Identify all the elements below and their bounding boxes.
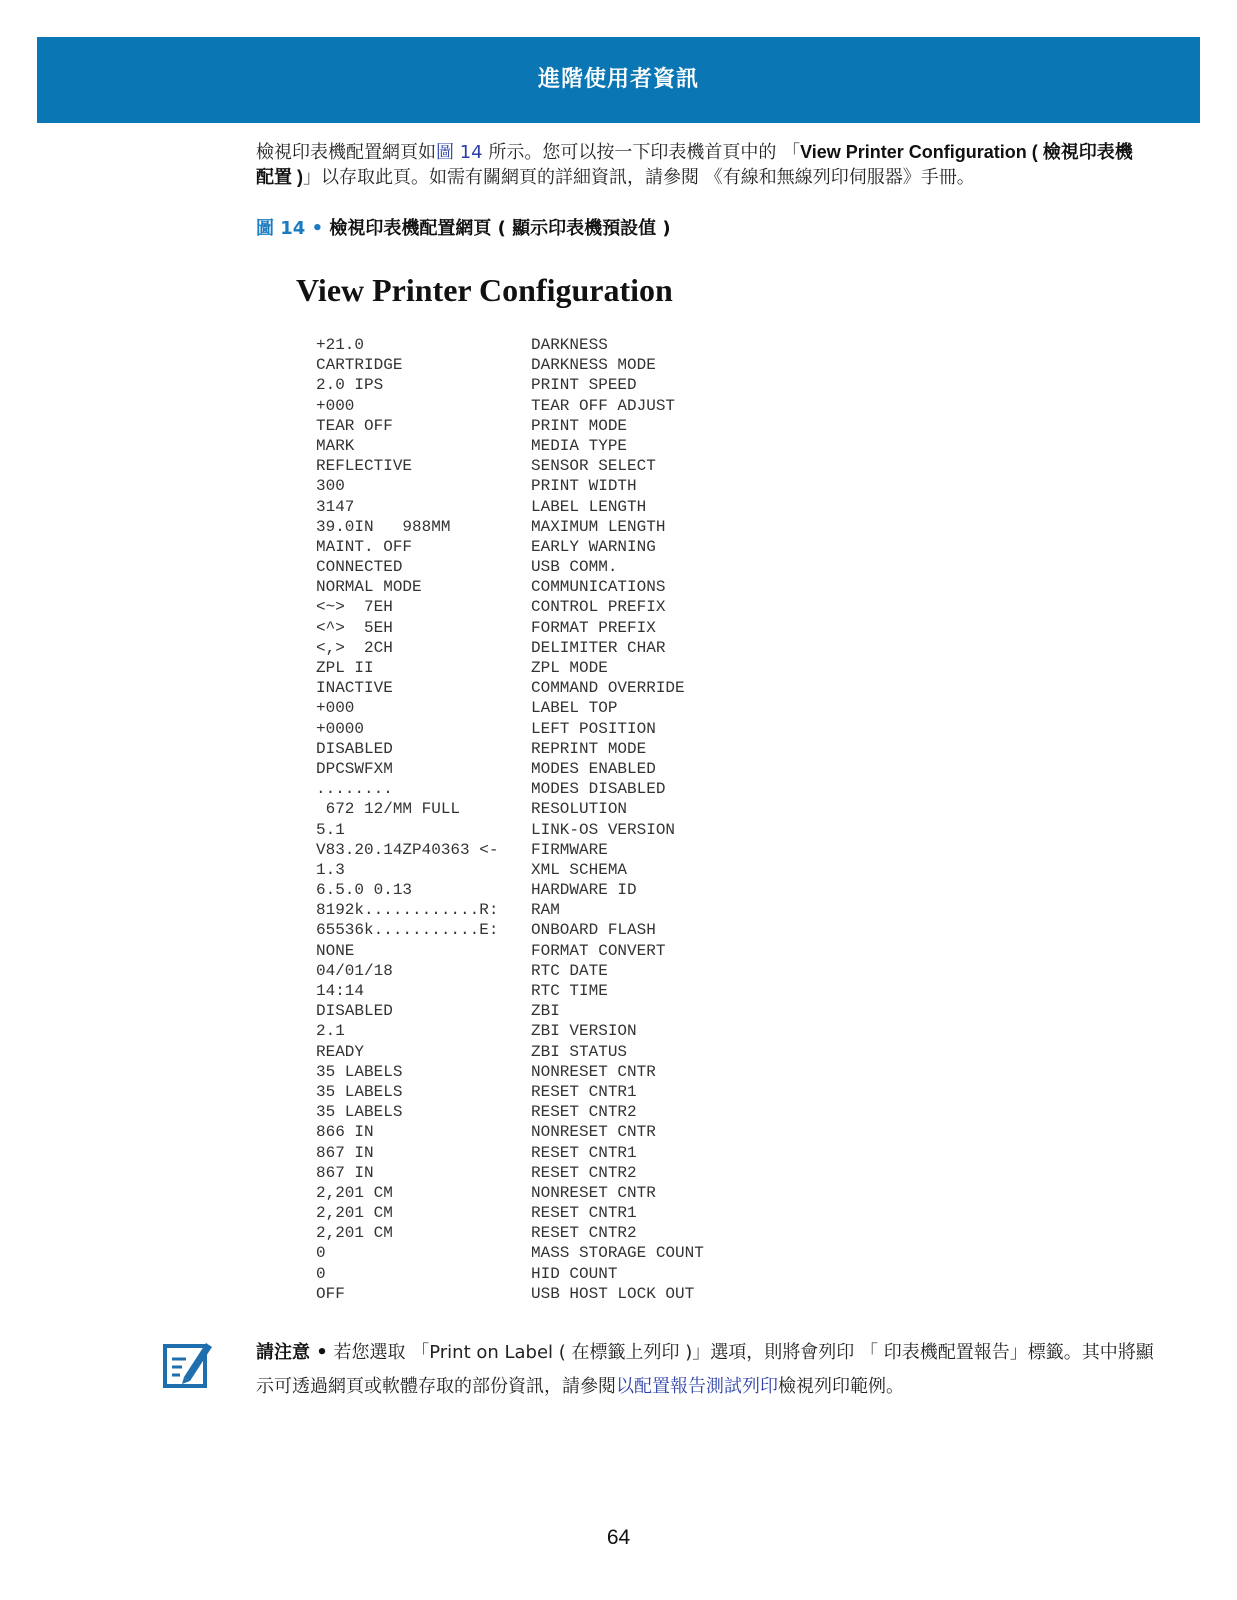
config-value: 04/01/18 <box>316 961 393 980</box>
intro-text-1: 檢視印表機配置網頁如 <box>256 142 436 163</box>
config-label: LINK-OS VERSION <box>531 820 676 839</box>
config-value: 867 IN <box>316 1163 374 1182</box>
page-number: 64 <box>606 1526 631 1549</box>
config-label: LEFT POSITION <box>531 719 656 738</box>
config-label: ONBOARD FLASH <box>531 921 656 940</box>
config-label: PRINT WIDTH <box>531 477 637 496</box>
config-value: +000 <box>316 699 355 718</box>
config-value: 65536k...........E: <box>316 921 499 940</box>
config-value: +0000 <box>316 719 365 738</box>
config-label: MAXIMUM LENGTH <box>531 517 666 536</box>
config-value: OFF <box>316 1284 345 1303</box>
config-label: RTC DATE <box>531 961 608 980</box>
config-label: RESOLUTION <box>531 800 628 819</box>
config-label: RESET CNTR2 <box>531 1163 637 1182</box>
config-value: DISABLED <box>316 739 393 758</box>
config-label: NONRESET CNTR <box>531 1123 656 1142</box>
config-value: TEAR OFF <box>316 416 393 435</box>
figure-14-link[interactable]: 圖 14 <box>436 142 483 163</box>
config-value: 8192k............R: <box>316 901 499 920</box>
config-value: V83.20.14ZP40363 <- <box>316 840 499 859</box>
config-label: HID COUNT <box>531 1264 618 1283</box>
config-value: 35 LABELS <box>316 1103 403 1122</box>
config-value: 35 LABELS <box>316 1062 403 1081</box>
config-value: +21.0 <box>316 336 365 354</box>
config-value: 2,201 CM <box>316 1204 393 1223</box>
config-value: NORMAL MODE <box>316 578 422 597</box>
config-label: USB HOST LOCK OUT <box>531 1284 695 1303</box>
config-value: REFLECTIVE <box>316 457 413 476</box>
config-label: SENSOR SELECT <box>531 457 656 476</box>
config-label: MODES ENABLED <box>531 759 656 778</box>
config-value: 300 <box>316 477 345 496</box>
config-label: DARKNESS <box>531 336 608 354</box>
config-label: USB COMM. <box>531 558 618 577</box>
config-value: 0 <box>316 1244 326 1263</box>
config-value: <^> 5EH <box>316 618 393 637</box>
config-value: 39.0IN 988MM <box>316 517 451 536</box>
config-label: DARKNESS MODE <box>531 356 656 375</box>
config-label: PRINT SPEED <box>531 376 637 395</box>
config-value: READY <box>316 1042 365 1061</box>
config-value: CONNECTED <box>316 558 403 577</box>
figure-caption <box>256 214 1136 240</box>
config-value: NONE <box>316 941 355 960</box>
note-text-1: 若您選取 「Print on Label ( 在標籤上列印 )」選項，則將會列印 「 印表機配置報告」標籤。其中將顯示可透過網頁或軟體存取的部份資訊，請參閱 <box>256 1342 1154 1397</box>
config-value: 2.0 IPS <box>316 376 384 395</box>
view-printer-configuration-term: View Printer Configuration ( 檢視印表機配置 ) <box>256 142 1133 187</box>
figure-caption-text: 檢視印表機配置網頁 ( 顯示印表機預設值 ) <box>323 218 671 239</box>
config-value: <~> 7EH <box>316 598 393 617</box>
config-label: CONTROL PREFIX <box>531 598 666 617</box>
config-value: ........ <box>316 780 393 799</box>
config-label: NONRESET CNTR <box>531 1062 656 1081</box>
note-label: 請注意 • <box>256 1342 328 1363</box>
config-label: TEAR OFF ADJUST <box>531 396 676 415</box>
config-value: 2,201 CM <box>316 1224 393 1243</box>
config-label: COMMUNICATIONS <box>531 578 666 597</box>
config-value: 35 LABELS <box>316 1082 403 1101</box>
config-value: 866 IN <box>316 1123 374 1142</box>
chapter-title: 進階使用者資訊 <box>537 67 699 92</box>
config-label: RESET CNTR1 <box>531 1143 637 1162</box>
config-label: MEDIA TYPE <box>531 436 628 455</box>
chapter-header-banner <box>37 37 1200 123</box>
note-edit-icon <box>162 1337 214 1389</box>
intro-text-2: 所示。您可以按一下印表機首頁中的 「 <box>482 142 801 163</box>
config-value: 0 <box>316 1264 326 1283</box>
config-value: 867 IN <box>316 1143 374 1162</box>
config-label: EARLY WARNING <box>531 537 656 556</box>
config-report-link[interactable]: 以配置報告測試列印 <box>616 1376 778 1397</box>
config-label: MODES DISABLED <box>531 780 666 799</box>
config-label: HARDWARE ID <box>531 881 637 900</box>
config-label: RAM <box>531 901 560 920</box>
config-value: 2,201 CM <box>316 1183 393 1202</box>
config-label: ZPL MODE <box>531 659 608 677</box>
config-value: 5.1 <box>316 820 345 839</box>
config-value: DISABLED <box>316 1002 393 1021</box>
config-label: FIRMWARE <box>531 840 608 859</box>
config-label: NONRESET CNTR <box>531 1183 656 1202</box>
config-label: ZBI STATUS <box>531 1042 628 1061</box>
config-label: FORMAT CONVERT <box>531 941 666 960</box>
config-label: LABEL LENGTH <box>531 497 647 516</box>
config-value: MAINT. OFF <box>316 537 413 556</box>
config-label: COMMAND OVERRIDE <box>531 679 685 698</box>
config-value: 3147 <box>316 497 355 516</box>
config-label: LABEL TOP <box>531 699 618 718</box>
config-value: DPCSWFXM <box>316 759 393 778</box>
config-title: View Printer Configuration <box>296 272 673 308</box>
config-label: RESET CNTR2 <box>531 1224 637 1243</box>
config-label: RESET CNTR2 <box>531 1103 637 1122</box>
intro-text-3: 」以存取此頁。如需有關網頁的詳細資訊，請參閱 《有線和無線列印伺服器》手冊。 <box>303 167 975 188</box>
config-label: ZBI <box>531 1002 560 1021</box>
intro-paragraph <box>256 140 1136 190</box>
config-label: DELIMITER CHAR <box>531 638 666 657</box>
config-value: <,> 2CH <box>316 638 393 657</box>
config-label: PRINT MODE <box>531 416 628 435</box>
note-text-2: 檢視列印範例。 <box>778 1376 904 1397</box>
config-label: XML SCHEMA <box>531 860 628 879</box>
figure-number: 圖 14 • <box>256 218 324 239</box>
config-value: 1.3 <box>316 860 345 879</box>
config-label: REPRINT MODE <box>531 739 647 758</box>
config-value: +000 <box>316 396 355 415</box>
config-value: ZPL II <box>316 659 374 677</box>
config-label: RESET CNTR1 <box>531 1082 637 1101</box>
config-label: FORMAT PREFIX <box>531 618 656 637</box>
config-label: MASS STORAGE COUNT <box>531 1244 704 1263</box>
config-value: INACTIVE <box>316 679 393 698</box>
config-value: MARK <box>316 436 355 455</box>
note-paragraph <box>256 1336 1156 1404</box>
config-label: ZBI VERSION <box>531 1022 637 1041</box>
config-value: CARTRIDGE <box>316 356 403 375</box>
config-label: RESET CNTR1 <box>531 1204 637 1223</box>
config-value: 672 12/MM FULL <box>316 800 461 819</box>
config-value: 2.1 <box>316 1022 345 1041</box>
config-value: 14:14 <box>316 982 365 1000</box>
config-value: 6.5.0 0.13 <box>316 881 413 900</box>
config-label: RTC TIME <box>531 982 608 1000</box>
